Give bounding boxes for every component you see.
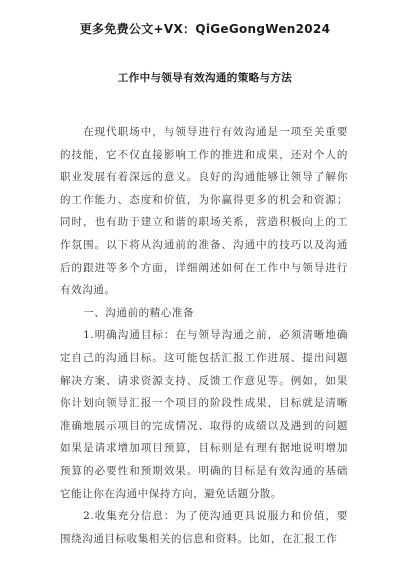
intro-paragraph: 在现代职场中，与领导进行有效沟通是一项至关重要的技能，它不仅直接影响工作的推进和成果，还对个人的职业发展有着深远的意义。良好的沟通能够让领导了解你的工作能力、态度和价值，为你赢得更多的机会和资源；同时，也有助于建立和谐的职场关系，营造积极向上的工作氛围。以下将从沟通前的准备、沟通中的技巧以及沟通后的跟进等多个方面，详细阐述如何在工作中与领导进行有效沟通。 [60,126,348,297]
watermark-header: 更多免费公文+VX：QiGeGongWen2024 [79,22,331,36]
section-heading: 一、沟通前的精心准备 [83,306,195,319]
body-paragraph: 2.收集充分信息：为了使沟通更具说服力和价值，要围绕沟通目标收集相关的信息和资料。比如，在汇报工作 [60,510,348,545]
document-body [60,121,348,550]
body-paragraph: 1.明确沟通目标：在与领导沟通之前，必须清晰地确定自己的沟通目标。这可能包括汇报工作进展、提出问题解决方案、请求资源支持、反馈工作意见等。例如，如果你计划向领导汇报一个项目的阶段性成果，目标就是清晰准确地展示项目的完成情况、取得的成绩以及遇到的问题如果是请求增加项目预算，目标则是有理有据地说明增加预算的必要性和预期效果。明确的目标是有效沟通的基础它能让你在沟通中保持方向，避免话题分散。 [60,329,348,500]
document-title: 工作中与领导有效沟通的策略与方法 [117,72,293,84]
